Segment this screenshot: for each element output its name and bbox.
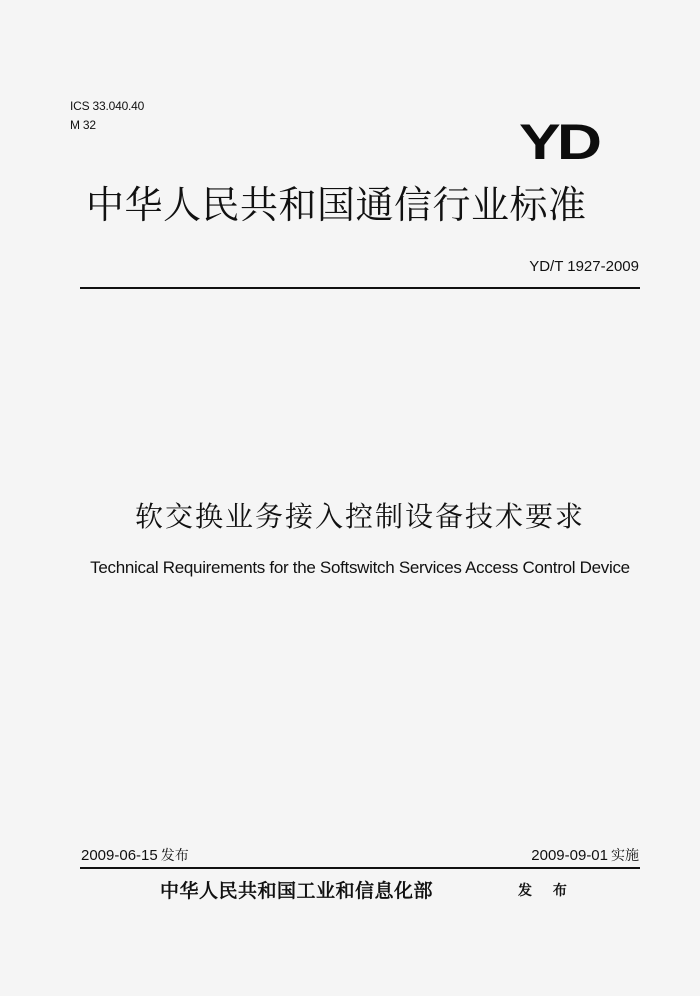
issuing-authority: 中华人民共和国工业和信息化部 bbox=[160, 880, 434, 902]
issue-date: 2009-06-15 bbox=[81, 847, 158, 864]
yd-logo: YD bbox=[519, 114, 599, 170]
issuer-action: 发 布 bbox=[518, 883, 575, 899]
effective-date: 2009-09-01 bbox=[531, 847, 608, 864]
effective-label: 实施 bbox=[611, 848, 639, 864]
issue-date-block bbox=[81, 845, 189, 865]
document-title-english: Technical Requirements for the Softswitch Services Access Control Device bbox=[90, 558, 630, 577]
bottom-divider bbox=[80, 867, 640, 869]
standard-main-title: 中华人民共和国通信行业标准 bbox=[86, 183, 587, 227]
top-divider bbox=[80, 287, 640, 289]
category-code: M 32 bbox=[70, 118, 96, 132]
issue-label: 发布 bbox=[160, 848, 189, 864]
standard-number: YD/T 1927-2009 bbox=[529, 258, 639, 275]
ics-code: ICS 33.040.40 bbox=[70, 99, 145, 113]
document-title-chinese: 软交换业务接入控制设备技术要求 bbox=[134, 500, 585, 533]
effective-date-block bbox=[531, 845, 639, 865]
